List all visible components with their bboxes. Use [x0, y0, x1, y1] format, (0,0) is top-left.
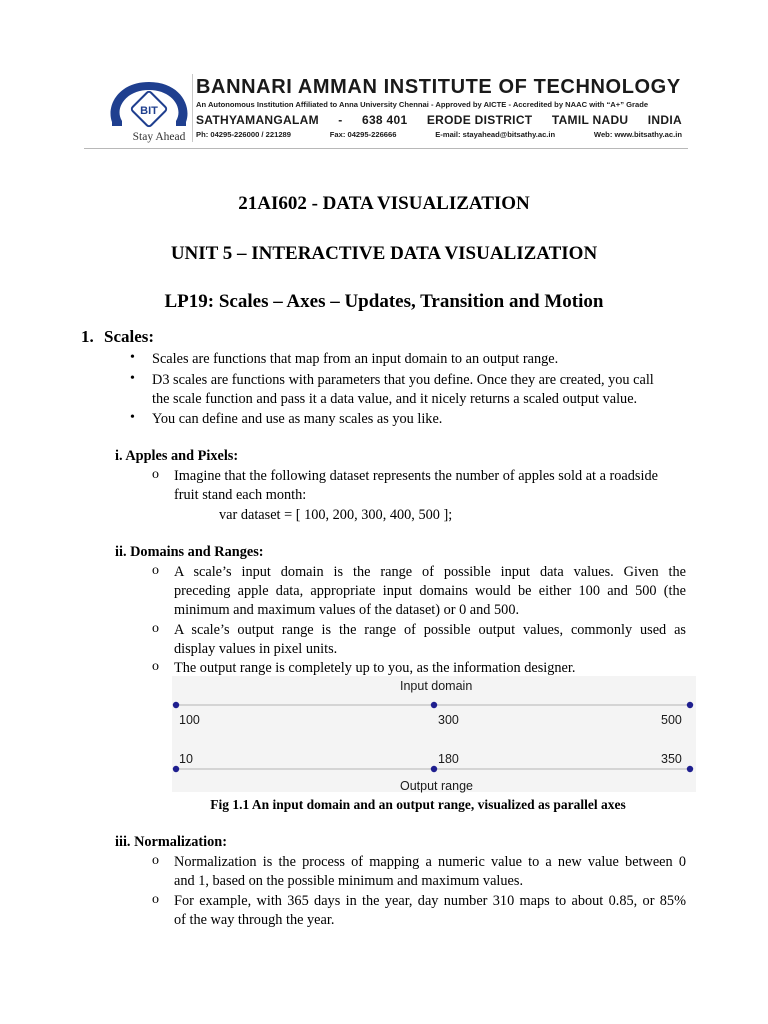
line: display values in pixel units.	[174, 641, 338, 657]
list-item	[174, 621, 686, 659]
address-part: INDIA	[647, 113, 682, 127]
list-item	[152, 410, 442, 429]
input-tick-label: 100	[179, 713, 200, 727]
output-range-label: Output range	[400, 779, 473, 793]
bullet-icon: •	[130, 371, 135, 386]
section-heading	[81, 327, 155, 347]
bullet-icon: •	[130, 350, 135, 365]
address-part: ERODE DISTRICT	[426, 113, 533, 127]
line: the scale function and pass it a data value, and it nicely returns a scaled output value.	[152, 391, 638, 407]
institute-name: BANNARI AMMAN INSTITUTE OF TECHNOLOGY	[196, 76, 681, 98]
line: Imagine that the following dataset represents the number of apples sold at a roadside	[174, 468, 658, 484]
list-item	[152, 371, 686, 409]
output-tick-label: 350	[661, 752, 682, 766]
fax-number: Fax: 04295-226666	[329, 130, 397, 139]
institute-logo	[104, 76, 194, 146]
axes-graphic	[172, 676, 696, 792]
email-address: E-mail: stayahead@bitsathy.ac.in	[435, 130, 556, 139]
section-title: Scales:	[104, 327, 155, 346]
institute-address	[196, 113, 682, 127]
address-part: -	[338, 113, 343, 127]
circle-bullet-icon: o	[152, 853, 159, 868]
figure-caption: Fig 1.1 An input domain and an output range, visualized as parallel axes	[210, 797, 626, 812]
input-tick-dot	[173, 702, 179, 708]
institute-contact	[196, 130, 682, 139]
line: minimum and maximum values of the dataset) or 0 and 500.	[174, 602, 520, 618]
list-item	[174, 892, 686, 930]
input-tick-label: 500	[661, 713, 682, 727]
line: You can define and use as many scales as you like.	[152, 411, 443, 427]
section-number: 1.	[81, 327, 94, 346]
lesson-title: LP19: Scales – Axes – Updates, Transition and Motion	[164, 291, 604, 312]
subsection-title: i. Apples and Pixels:	[115, 448, 239, 464]
bullet-icon: •	[130, 410, 135, 425]
output-tick-dot	[431, 766, 437, 772]
letterhead-divider	[192, 74, 193, 142]
address-part: 638 401	[361, 113, 408, 127]
circle-bullet-icon: o	[152, 621, 159, 636]
circle-bullet-icon: o	[152, 467, 159, 482]
list-item	[174, 467, 686, 505]
output-tick-label: 180	[438, 752, 459, 766]
omega-logo-icon	[108, 76, 190, 134]
input-tick-dot	[687, 702, 693, 708]
parallel-axes-figure	[172, 676, 696, 792]
output-tick-dot	[173, 766, 179, 772]
line: Normalization is the process of mapping a numeric value to a new value between 0	[174, 854, 686, 870]
list-item	[174, 853, 686, 891]
code-snippet: var dataset = [ 100, 200, 300, 400, 500 ];	[219, 507, 453, 523]
input-tick-dot	[431, 702, 437, 708]
output-tick-dot	[687, 766, 693, 772]
line: preceding apple data, appropriate input domains would be either 100 and 500 (the	[174, 583, 686, 599]
course-title: 21AI602 - DATA VISUALIZATION	[238, 193, 530, 214]
letterhead	[84, 72, 688, 149]
logo-tagline: Stay Ahead	[132, 131, 186, 143]
line: For example, with 365 days in the year, day number 310 maps to about 0.85, or 85%	[174, 893, 686, 909]
subsection-title: iii. Normalization:	[115, 834, 227, 850]
output-tick-label: 10	[179, 752, 193, 766]
phone-number: Ph: 04295-226000 / 221289	[196, 130, 291, 139]
address-part: TAMIL NADU	[551, 113, 629, 127]
line: D3 scales are functions with parameters that you define. Once they are created, you call	[152, 372, 654, 388]
line: Scales are functions that map from an input domain to an output range.	[152, 351, 559, 367]
logo-letters: BIT	[140, 105, 158, 117]
line: A scale’s output range is the range of possible output values, commonly used as	[174, 622, 686, 638]
line: of the way through the year.	[174, 912, 335, 928]
website: Web: www.bitsathy.ac.in	[593, 130, 682, 139]
circle-bullet-icon: o	[152, 892, 159, 907]
list-item	[152, 350, 558, 369]
circle-bullet-icon: o	[152, 659, 159, 674]
line: fruit stand each month:	[174, 487, 307, 503]
line: A scale’s input domain is the range of possible input data values. Given the	[174, 564, 686, 580]
address-part: SATHYAMANGALAM	[196, 113, 319, 127]
unit-title: UNIT 5 – INTERACTIVE DATA VISUALIZATION	[170, 243, 598, 264]
subsection-title: ii. Domains and Ranges:	[115, 544, 264, 560]
circle-bullet-icon: o	[152, 563, 159, 578]
list-item	[174, 563, 686, 620]
line: and 1, based on the possible minimum and maximum values.	[174, 873, 524, 889]
line: The output range is completely up to you, as the information designer.	[174, 660, 576, 676]
input-domain-label: Input domain	[400, 679, 473, 693]
input-tick-label: 300	[438, 713, 459, 727]
institute-affiliation: An Autonomous Institution Affiliated to Anna University Chennai - Approved by AICTE - Accredited by NAAC with “A+” Grade	[196, 100, 649, 109]
